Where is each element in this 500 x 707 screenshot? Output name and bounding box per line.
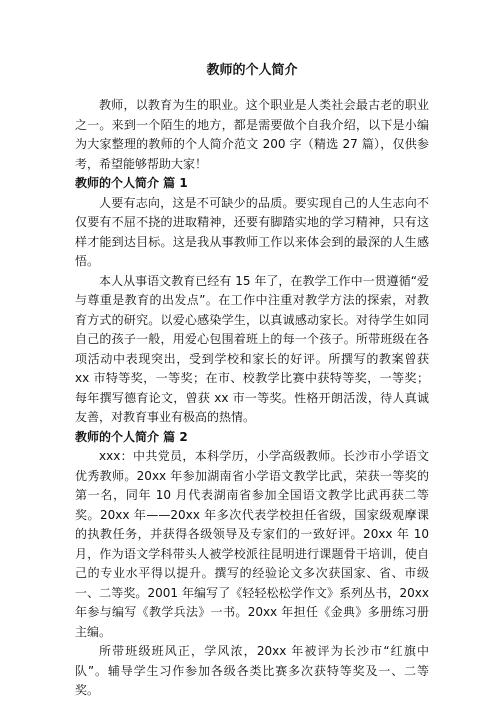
section-paragraph: 人要有志向，这是不可缺少的品质。要实现自己的人生志向不仅要有不屈不挠的进取精神，还要有脚踏实地的学习精神，只有这样才能到达目标。这是我从事教师工作以来体会到的最深的人生感悟。 bbox=[75, 195, 429, 268]
section-1 bbox=[75, 174, 429, 428]
section-paragraph: 本人从事语文教育已经有 15 年了，在教学工作中一贯遵循“爱与尊重是教育的出发点”。在工作中注重对教学方法的探索，对教育方式的研究。以爱心感染学生，以真诚感动家长。对待学生如同自己的孩子一般，用爱心包围着班上的每一个孩子。所带班级在各项活动中表现突出，受到学校和家长的好评。所撰写的教案曾获 xx 市特等奖，一等奖；在市、校教学比赛中获特等奖，一等奖；每年撰写德育论文，曾获 xx 市一等奖。性格开朗活泼，待人真诚友善，对教育事业有极高的热情。 bbox=[75, 273, 429, 424]
section-heading: 教师的个人简介 篇 1 bbox=[75, 176, 188, 190]
section-heading: 教师的个人简介 篇 2 bbox=[75, 429, 188, 444]
section-paragraph: xxx：中共党员，本科学历，小学高级教师。长沙市小学语文优秀教师。20xx 年参加湖南省小学语文教学比武，荣获一等奖的第一名，同年 10 月代表湖南省参加全国语文教学比武再获二等奖。20xx 年——20xx 年多次代表学校担任省级，国家级观摩课的执教任务，并获得各级领导及专家们的一致好评。20xx 年 10 月，作为语文学科带头人被学校派往昆明进行课题骨干培训，使自己的专业水平得以提升。撰写的经验论文多次获国家、省、市级一、二等奖。2001 年编写了《轻轻松松学作文》系列丛书，20xx 年参与编写《教学兵法》一书。20xx 年担任《金典》多册练习册主编。 bbox=[75, 449, 429, 639]
intro-paragraph: 教师，以教育为生的职业。这个职业是人类社会最古老的职业之一。来到一个陌生的地方，都是需要做个自我介绍，以下是小编为大家整理的教师的个人简介范文 200 字（精选 27 篇），仅供参考，希望能够帮助大家！ bbox=[75, 98, 429, 171]
section-2 bbox=[75, 428, 429, 701]
document-page bbox=[75, 62, 429, 701]
section-paragraph: 所带班级班风正，学风浓，20xx 年被评为长沙市“红旗中队”。辅导学生习作参加各级各类比赛多次获特等奖及一、二等奖。 bbox=[75, 644, 429, 697]
document-title: 教师的个人简介 bbox=[206, 63, 298, 78]
